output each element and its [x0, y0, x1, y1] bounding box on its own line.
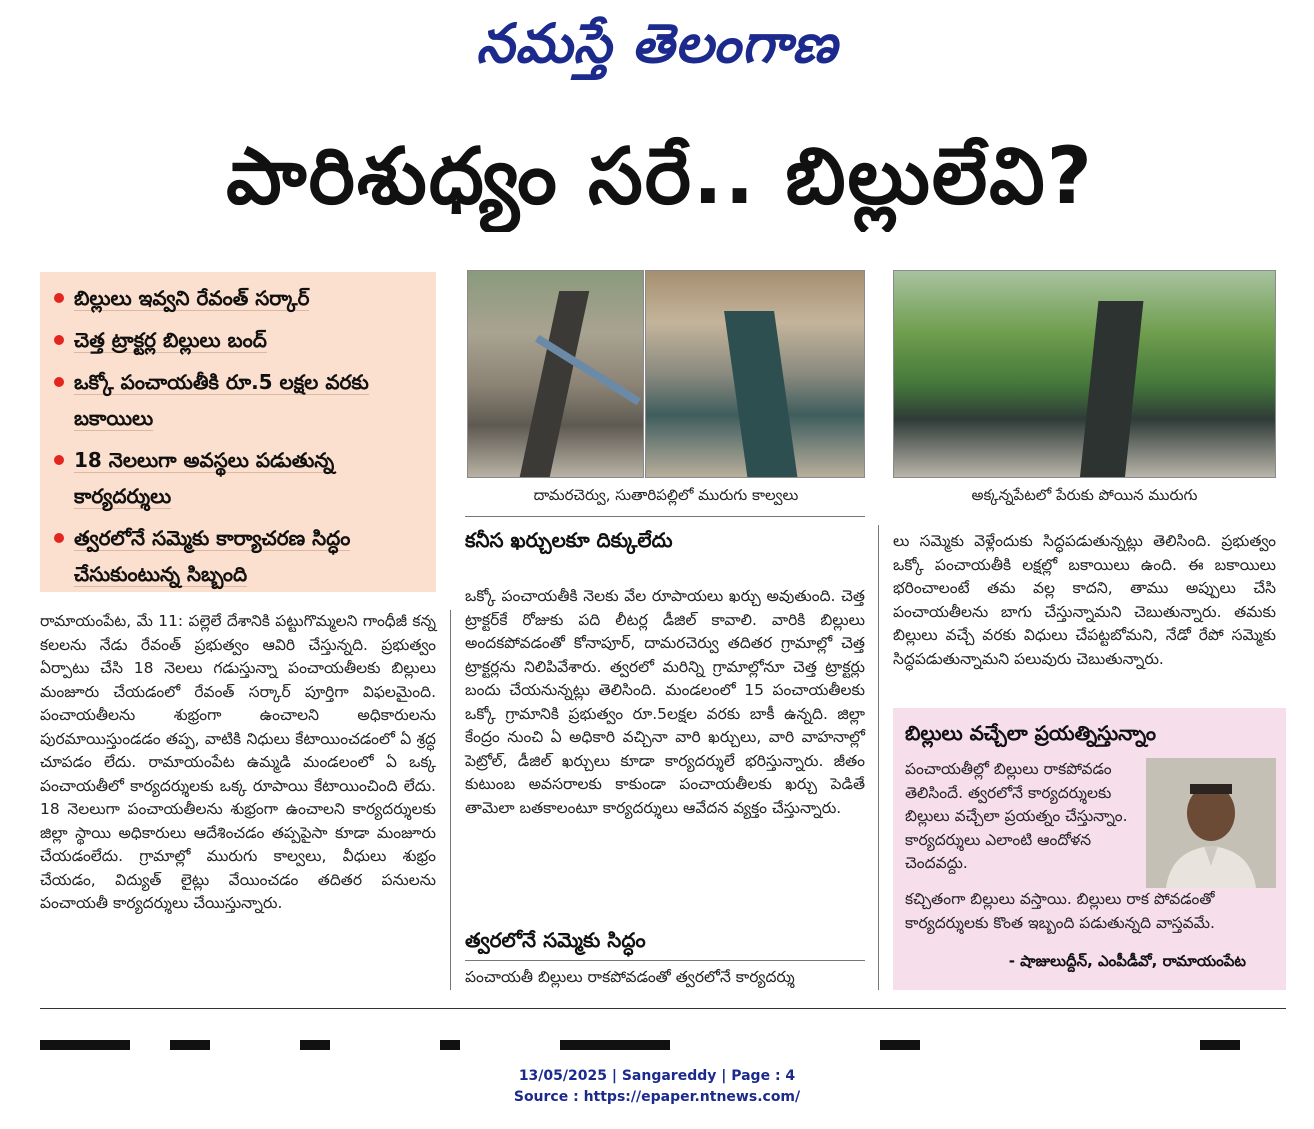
official-portrait: [1146, 758, 1276, 888]
section-divider: [465, 516, 865, 517]
drain-photo-2: [645, 270, 865, 478]
photo-caption: అక్కన్నపేటలో పేరుకు పోయిన మురుగు: [971, 486, 1198, 504]
bullet-text: బిల్లులు ఇవ్వని రేవంత్ సర్కార్: [74, 286, 310, 310]
masthead-logo: నమస్తే తెలంగాణ: [476, 11, 838, 75]
column-divider: [878, 525, 879, 990]
article-column-1: రామాయంపేట, మే 11: పల్లెలే దేశానికి పట్టుగొమ్మలని గాంధీజీ కన్న కలలను నేడు రేవంత్ ప్రభుత్వం ఆవిరి చేస్తున్నది. ప్రభుత్వం ఏర్పాటు చేసి 18 నెలలు గడుస్తున్నా పంచాయతీలకు బిల్లులు మంజూరు చేయడంలో రేవంత్ సర్కార్ పూర్తిగా విఫలమైంది. పంచాయతీలను శుభ్రంగా ఉంచాలని అధికారులను పురమాయిస్తుండడం తప్ప, వాటికి నిధులు కేటాయించడంలో ఏ శ్రద్ధ చూపడం లేదు. రామాయంపేట ఉమ్మడి మండలంలో ఏ ఒక్క పంచాయతీలో కార్యదర్శులకు ఒక్క రూపాయి కేటాయించింది లేదు. 18 నెలలుగా పంచాయతీలను శుభ్రంగా ఉంచాలని కార్యదర్శులకు జిల్లా స్థాయి అధికారులు ఆదేశించడం తప్పపైసా కూడా మంజూరు చేయడంలేదు. గ్రామాల్లో మురుగు కాల్వలు, వీధులు శుభ్రం చేయడం, విద్యుత్ లైట్లు వేయించడం తదితర పనులను పంచాయతీ కార్యదర్శులు చేయిస్తున్నారు.: [40, 612, 436, 912]
column-divider: [450, 610, 451, 990]
quote-box: [893, 708, 1286, 990]
bullet-icon: [54, 377, 64, 387]
highlights-box: [40, 272, 436, 592]
bullet-text: చెత్త ట్రాక్టర్ల బిల్లులు బంద్: [74, 328, 267, 352]
bullet-text: ఒక్కో పంచాయతీకి రూ.5 లక్షల వరకు బకాయిలు: [74, 370, 369, 430]
photo-caption: దామరచెర్వు, సుతారిపల్లిలో మురుగు కాల్వలు: [533, 486, 799, 504]
list-item: [54, 280, 426, 316]
quote-text: కచ్చితంగా బిల్లులు వస్తాయి. బిల్లులు రాక పోవడంతో కార్యదర్శులకు కొంత ఇబ్బంది పడుతున్నది వాస్తవమే.: [905, 890, 1215, 932]
page-footer: [0, 1066, 1314, 1108]
section-divider: [465, 960, 865, 961]
bullet-icon: [54, 455, 64, 465]
footer-date-line: 13/05/2025 | Sangareddy | Page : 4: [518, 1068, 796, 1084]
section-divider: [40, 1008, 1286, 1009]
drain-photo-1: [467, 270, 644, 478]
bullet-icon: [54, 293, 64, 303]
list-item: [54, 364, 426, 436]
list-item: [54, 322, 426, 358]
article-column-2: ఒక్కో పంచాయతీకి నెలకు వేల రూపాయలు ఖర్చు అవుతుంది. చెత్త ట్రాక్టర్‌కే రోజుకు పది లీటర్ల డీజిల్ కావాలి. వారికి బిల్లులు అందకపోవడంతో కోనాపూర్, దామరచెర్వు తదితర గ్రామాల్లో చెత్త ట్రాక్టర్లను నిలిపివేశారు. త్వరలో మరిన్ని గ్రామాల్లోనూ చెత్త ట్రాక్టర్లు బందు చేయనున్నట్లు తెలిసింది. మండలంలో 15 పంచాయతీలకు ఒక్కో గ్రామానికి ప్రభుత్వం రూ.5లక్షల వరకు బాకీ ఉన్నది. జిల్లా కేంద్రం నుంచి ఏ అధికారి వచ్చినా వారి ఖర్చులు, వారి వాహనాల్లో పెట్రోల్, డీజిల్ ఖర్చులు కూడా కార్యదర్శులే భరిస్తున్నారు. జీతం కుటుంబ అవసరాలకు కాకుండా పంచాయతీలకు ఖర్చు పెడితే తామెలా బతకాలంటూ కార్యదర్శులు ఆవేదన వ్యక్తం చేస్తున్నారు.: [465, 587, 865, 817]
cut-off-next-headline: [40, 1040, 1280, 1050]
subheading: త్వరలోనే సమ్మెకు సిద్ధం: [465, 928, 646, 952]
drain-photo-3: [893, 270, 1276, 478]
list-item: [54, 520, 426, 592]
footer-source-line: Source : https://epaper.ntnews.com/: [513, 1089, 801, 1105]
quote-attribution: - షాజులుద్దీన్, ఎంపీడీవో, రామాయంపేట: [1008, 952, 1246, 970]
subheading: కనీస ఖర్చులకూ దిక్కులేదు: [465, 528, 673, 552]
bullet-icon: [54, 335, 64, 345]
article-column-3: లు సమ్మెకు వెళ్లేందుకు సిద్ధపడుతున్నట్లు తెలిసింది. ప్రభుత్వం ఒక్కో పంచాయతీకి లక్షల్లో బకాయిలు ఉంది. ఈ బకాయిలు భరించాలంటే తమ వల్ల కాదని, తాము అప్పులు చేసి పంచాయతీలను బాగు చేస్తున్నామని చెబుతున్నారు. తమకు బిల్లులు వచ్చే వరకు విధులు చేపట్టబోమని, నేడో రేపో సమ్మెకు సిద్ధపడుతున్నామని పలువురు చెబుతున్నారు.: [893, 532, 1276, 668]
article-column-2-end: పంచాయతీ బిల్లులు రాకపోవడంతో త్వరలోనే కార్యదర్శు: [465, 968, 795, 986]
page-title: పారిశుధ్యం సరే.. బిల్లులేవి?: [226, 132, 1094, 222]
bullet-icon: [54, 533, 64, 543]
list-item: [54, 442, 426, 514]
bullet-text: 18 నెలలుగా అవస్థలు పడుతున్న కార్యదర్శులు: [74, 448, 335, 508]
bullet-text: త్వరలోనే సమ్మెకు కార్యాచరణ సిద్ధం చేసుకుంటున్న సిబ్బంది: [74, 526, 351, 586]
quote-title: బిల్లులు వచ్చేలా ప్రయత్నిస్తున్నాం: [905, 721, 1157, 745]
quote-text: పంచాయతీల్లో బిల్లులు రాకపోవడం తెలిసిందే. త్వరలోనే కార్యదర్శులకు బిల్లులు వచ్చేలా ప్రయత్నం చేస్తున్నాం. కార్యదర్శులు ఎలాంటి ఆందోళన చెందవద్దు.: [905, 760, 1128, 872]
